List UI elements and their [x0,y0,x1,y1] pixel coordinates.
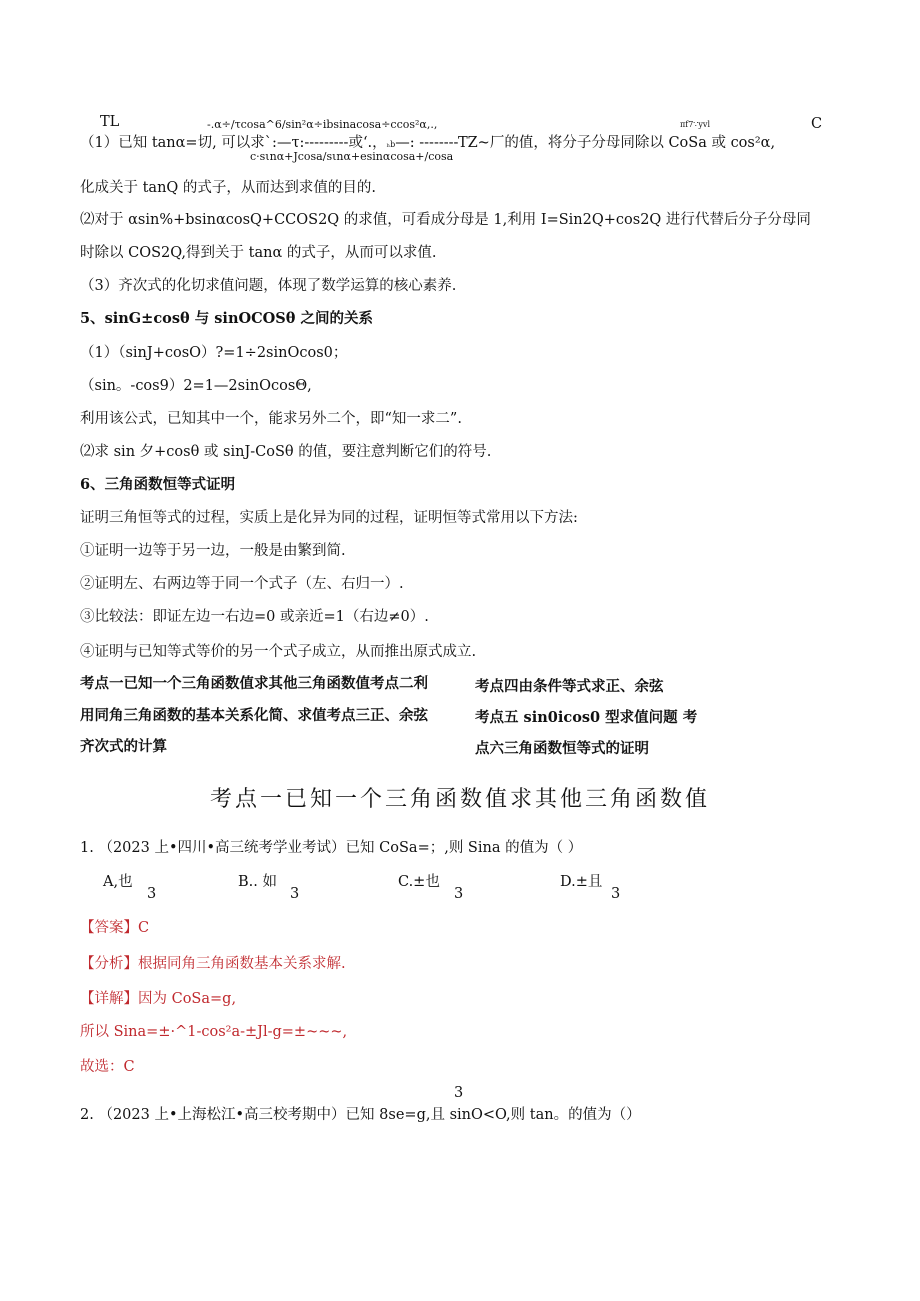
fraction-numerator: -.α÷/τcosa^6∕sin²α÷ibsinacosa÷ccos²α,., [207,118,438,131]
q1-choose: 故选：C [80,1059,135,1075]
q1-option-b[interactable]: B.. 如 [238,874,277,890]
sec6-method-1: ①证明一边等于另一边，一般是由繁到简. [80,543,346,559]
answer-tag: 【答案】 [80,920,138,936]
stray-superscript: πf7∵yvl [680,120,710,129]
sec5-line1: （1）（sinJ+cosO）?=1÷2sinOcos0； [80,345,348,361]
q1-option-a-denominator: 3 [147,886,157,902]
q1-option-d-denominator: 3 [611,886,621,902]
section-title: 考点一已知一个三角函数值求其他三角函数值 [209,787,710,812]
stray-tl: TL [100,114,120,130]
toc-link-right-1[interactable]: 考点四由条件等式求正、余弦 [475,678,664,695]
toc-link-right-2[interactable]: 考点五 sin0icos0 型求值问题 考 [475,709,698,726]
item1-sub: ₕb [386,140,396,149]
stray-c: C [811,116,823,132]
item1-part-a: （1）已知 tanα=切, 可以求`:—τ:---------或‘.， [80,135,387,151]
detail-text: 因为 CoSa=g, [138,991,237,1007]
sec6-intro: 证明三角恒等式的过程，实质上是化异为同的过程，证明恒等式常用以下方法: [80,510,578,526]
q1-option-d[interactable]: D.±且 [560,874,603,890]
q1-analysis [80,952,346,973]
sec6-method-3: ③比较法：即证左边一右边=0 或亲近=1（右边≠0）. [80,609,429,625]
analysis-tag: 【分析】 [80,956,138,972]
item2-line1: ⑵对于 αsin%+bsinαcosQ+CCOS2Q 的求值，可看成分母是 1,利用 I=Sin2Q+cos2Q 进行代替后分子分母同 [80,212,811,228]
sec5-line3: 利用该公式，已知其中一个，能求另外二个，即“知一求二”. [80,411,462,427]
item2-line2: 时除以 COS2Q,得到关于 tanα 的式子，从而可以求值. [80,245,437,261]
q2-stem: 2. （2023 上•上海松江•高三校考期中）已知 8se=g,且 sinO<O,则 tan。的值为（） [80,1107,641,1123]
q1-option-a[interactable]: A,也 [103,874,133,890]
q1-option-c[interactable]: C.±也 [398,874,440,890]
analysis-text: 根据同角三角函数基本关系求解. [138,956,346,972]
q1-so: 所以 Sina=±·^1-cos²a-±Jl-g=±~~~, [80,1024,348,1040]
fraction-denominator: c·sιnα+Jcosa∕sιnα+esinαcosa+/cosa [250,150,454,163]
item1-line2: 化成关于 tanQ 的式子，从而达到求值的目的. [80,180,377,196]
item1-part-c: —: --------TZ~厂的值，将分子分母同除以 CoSa 或 cos²α, [395,135,776,151]
detail-tag: 【详解】 [80,991,138,1007]
sec5-line4: ⑵求 sin 夕+cosθ 或 sinJ-CoSθ 的值，要注意判断它们的符号. [80,444,492,460]
item1-line1 [80,131,775,152]
q1-detail [80,987,236,1008]
item3: （3）齐次式的化切求值问题，体现了数学运算的核心素养. [80,278,457,294]
toc-link-right-3[interactable]: 点六三角函数恒等式的证明 [475,740,649,757]
sec5-heading: 5、sinG±cosθ 与 sinOCOSθ 之间的关系 [80,310,373,327]
toc-link-left-1[interactable]: 考点一已知一个三角函数值求其他三角函数值考点二利 [80,675,428,692]
sec6-heading: 6、三角函数恒等式证明 [80,476,236,493]
sec5-line2: （sin。-cos9）2=1—2sinOcosΘ, [80,378,312,394]
q2-fraction-top: 3 [454,1085,464,1101]
toc-link-left-2[interactable]: 用同角三角函数的基本关系化简、求值考点三正、余弦 [80,707,428,724]
q1-answer [80,916,149,937]
q1-stem: 1. （2023 上•四川•高三统考学业考试）已知 CoSa=；,则 Sina 的值为（ ） [80,840,583,856]
sec6-method-2: ②证明左、右两边等于同一个式子（左、右归一）. [80,576,404,592]
sec6-method-4: ④证明与已知等式等价的另一个式子成立，从而推出原式成立. [80,644,477,660]
q1-option-b-denominator: 3 [290,886,300,902]
toc-link-left-3[interactable]: 齐次式的计算 [80,738,167,755]
q1-option-c-denominator: 3 [454,886,464,902]
answer-value: C [138,920,150,936]
